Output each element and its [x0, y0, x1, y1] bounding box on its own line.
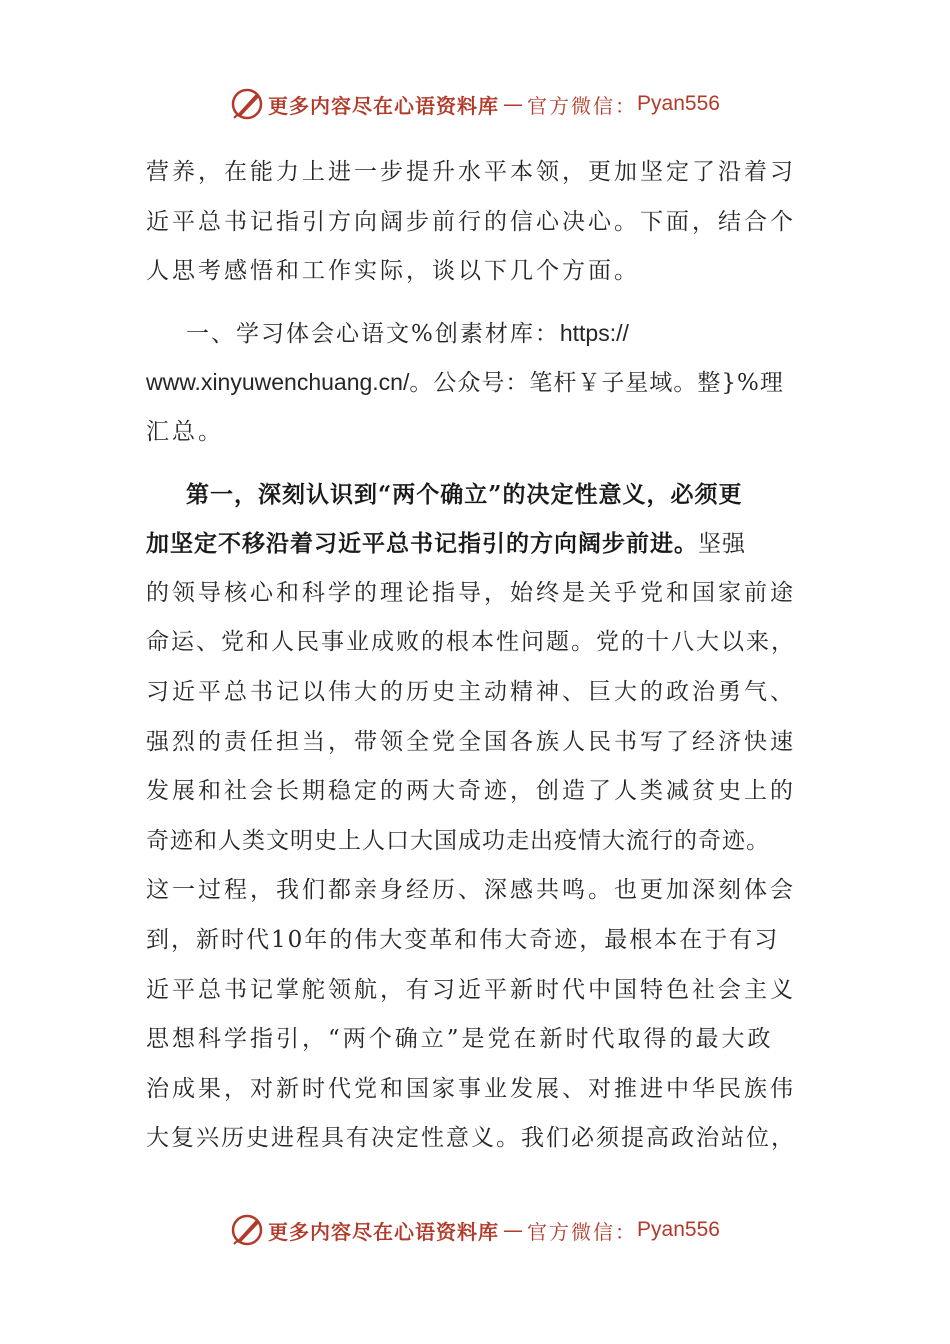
quill-logo-icon: [230, 1213, 264, 1247]
banner-brand: 更多内容尽在心语资料库: [268, 1219, 500, 1244]
paragraph-2: [146, 309, 811, 458]
text-line: 营养，在能力上进一步提升水平本领，更加坚定了沿着习: [146, 159, 796, 185]
text-line: [146, 309, 811, 359]
paragraph-1: [146, 148, 811, 297]
document-body: [146, 148, 811, 1164]
banner-wechat-id: Pyan556: [637, 92, 720, 115]
text-line: 近平总书记掌舵领航，有习近平新时代中国特色社会主义: [146, 976, 796, 1003]
text-line: 奇迹和人类文明史上人口大国成功走出疫情大流行的奇迹。: [146, 827, 770, 854]
section-heading-text: 一、学习体会心语文%创素材库：: [186, 320, 560, 347]
bold-heading-line: 加坚定不移沿着习近平总书记指引的方向阔步前进。: [146, 530, 698, 558]
public-account-text: 。公众号：笔杆￥子星域。整}%理: [409, 370, 784, 397]
text-line: 的领导核心和科学的理论指导，始终是关乎党和国家前途: [146, 579, 796, 606]
banner-brand: 更多内容尽在心语资料库: [268, 93, 500, 118]
text-line: [146, 358, 811, 408]
text-line: 发展和社会长期稳定的两大奇迹，创造了人类减贫史上的: [146, 778, 796, 805]
text-line: 思想科学指引，“两个确立”是党在新时代取得的最大政: [146, 1026, 774, 1053]
paragraph-3: [146, 470, 811, 1164]
banner-wechat-label: 官方微信：: [527, 1219, 638, 1244]
text-line: 近平总书记指引方向阔步前行的信心决心。下面，结合个: [146, 208, 796, 235]
bold-heading-line: 第一，深刻认识到“两个确立”的决定性意义，必须更: [186, 480, 743, 508]
text-line: 治成果，对新时代党和国家事业发展、对推进中华民族伟: [146, 1075, 796, 1102]
banner-wechat-label: 官方微信：: [527, 93, 638, 118]
text-line: 人思考感悟和工作实际，谈以下几个方面。: [146, 258, 640, 285]
banner-dash: —: [503, 1218, 524, 1242]
text-line: 习近平总书记以伟大的历史主动精神、巨大的政治勇气、: [146, 678, 796, 705]
text-line: 大复兴历史进程具有决定性意义。我们必须提高政治站位，: [146, 1125, 796, 1152]
source-url-part2: www.xinyuwenchuang.cn/: [146, 369, 410, 396]
text-line: 强烈的责任担当，带领全党全国各族人民书写了经济快速: [146, 728, 796, 755]
text-line: 这一过程，我们都亲身经历、深感共鸣。也更加深刻体会: [146, 877, 796, 904]
quill-logo-icon: [230, 87, 264, 121]
footer-watermark: [0, 1210, 950, 1250]
header-watermark: [0, 84, 950, 124]
text-line: [146, 519, 811, 569]
text-line: 命运、党和人民事业成败的根本性问题。党的十八大以来，: [146, 629, 796, 656]
source-url-part1: https://: [559, 319, 629, 346]
text-line: 汇总。: [146, 418, 224, 445]
banner-dash: —: [503, 92, 524, 116]
text-line: 到，新时代10年的伟大变革和伟大奇迹，最根本在于有习: [146, 926, 780, 953]
banner-wechat-id: Pyan556: [637, 1218, 720, 1241]
text-run: 坚强: [698, 531, 746, 558]
